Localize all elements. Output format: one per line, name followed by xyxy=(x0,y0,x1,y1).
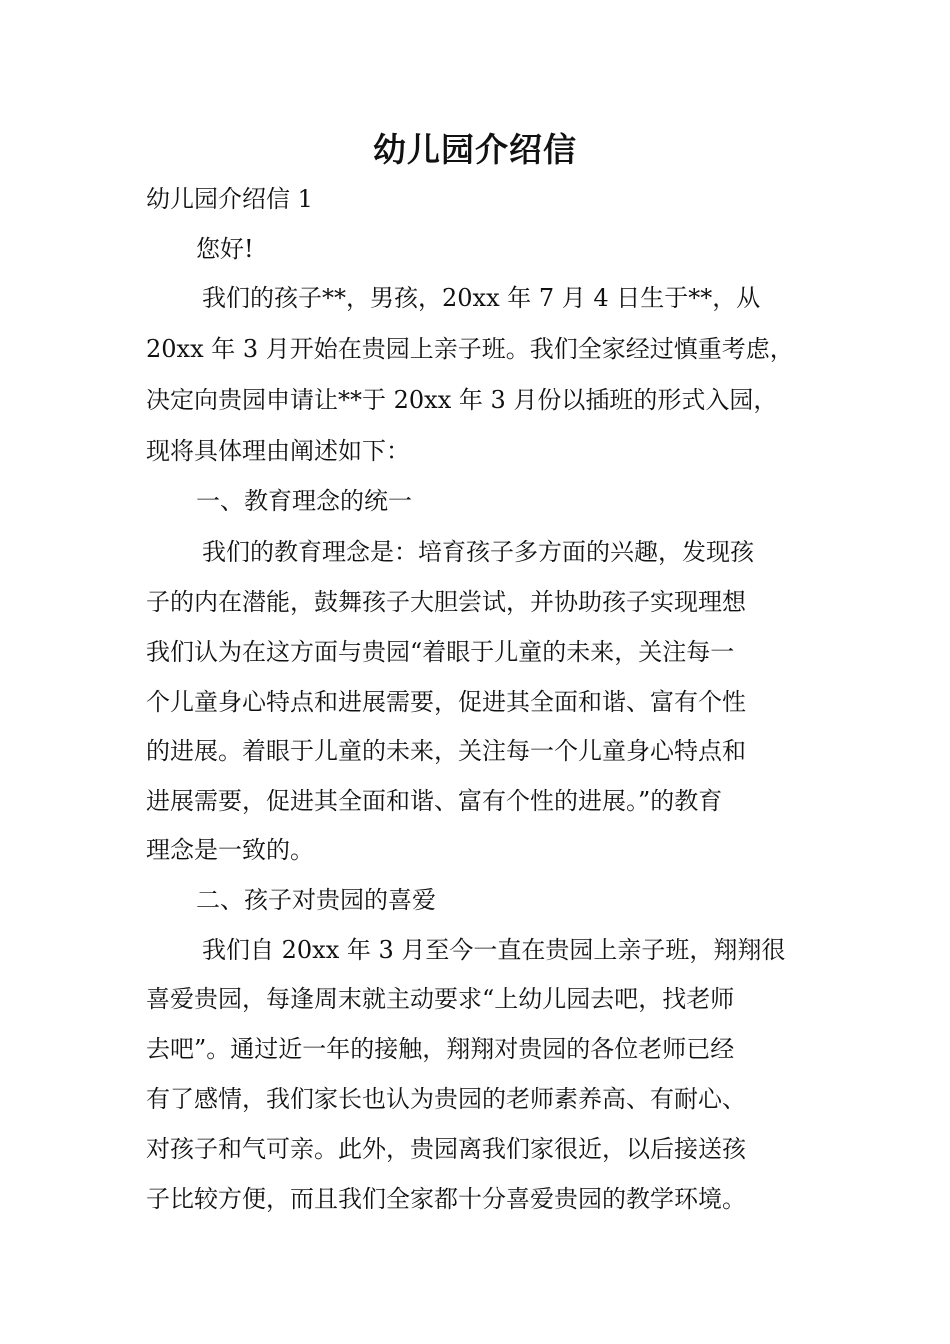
paragraph-line: 对孩子和气可亲。此外，贵园离我们家很近，以后接送孩 xyxy=(146,1135,746,1163)
paragraph-line: 子比较方便，而且我们全家都十分喜爱贵园的教学环境。 xyxy=(146,1185,746,1213)
paragraph-line: 理念是一致的。 xyxy=(146,836,314,864)
paragraph-line: 去吧”。通过近一年的接触，翔翔对贵园的各位老师已经 xyxy=(146,1035,735,1063)
paragraph-line: 我们自 20xx 年 3 月至今一直在贵园上亲子班，翔翔很 xyxy=(202,936,786,964)
paragraph-line: 决定向贵园申请让**于 20xx 年 3 月份以插班的形式入园， xyxy=(146,386,778,414)
paragraph-line: 喜爱贵园，每逢周末就主动要求“上幼儿园去吧，找老师 xyxy=(146,985,735,1013)
paragraph-line: 现将具体理由阐述如下： xyxy=(146,437,410,465)
paragraph-line: 个儿童身心特点和进展需要，促进其全面和谐、富有个性 xyxy=(146,688,746,716)
section-heading: 二、孩子对贵园的喜爱 xyxy=(196,886,436,914)
greeting: 您好! xyxy=(196,235,254,263)
paragraph-line: 20xx 年 3 月开始在贵园上亲子班。我们全家经过慎重考虑， xyxy=(146,335,794,363)
paragraph-line: 我们的孩子**，男孩，20xx 年 7 月 4 日生于**，从 xyxy=(202,284,761,312)
paragraph-line: 有了感情，我们家长也认为贵园的老师素养高、有耐心、 xyxy=(146,1085,746,1113)
document-subtitle: 幼儿园介绍信 1 xyxy=(146,185,313,213)
paragraph-line: 我们认为在这方面与贵园“着眼于儿童的未来，关注每一 xyxy=(146,638,735,666)
document-title: 幼儿园介绍信 xyxy=(373,130,577,169)
paragraph-line: 的进展。着眼于儿童的未来，关注每一个儿童身心特点和 xyxy=(146,737,746,765)
paragraph-line: 进展需要，促进其全面和谐、富有个性的进展。”的教育 xyxy=(146,787,723,815)
paragraph-line: 我们的教育理念是：培育孩子多方面的兴趣，发现孩 xyxy=(202,538,754,566)
paragraph-line: 子的内在潜能，鼓舞孩子大胆尝试，并协助孩子实现理想 xyxy=(146,588,746,616)
section-heading: 一、教育理念的统一 xyxy=(196,487,412,515)
